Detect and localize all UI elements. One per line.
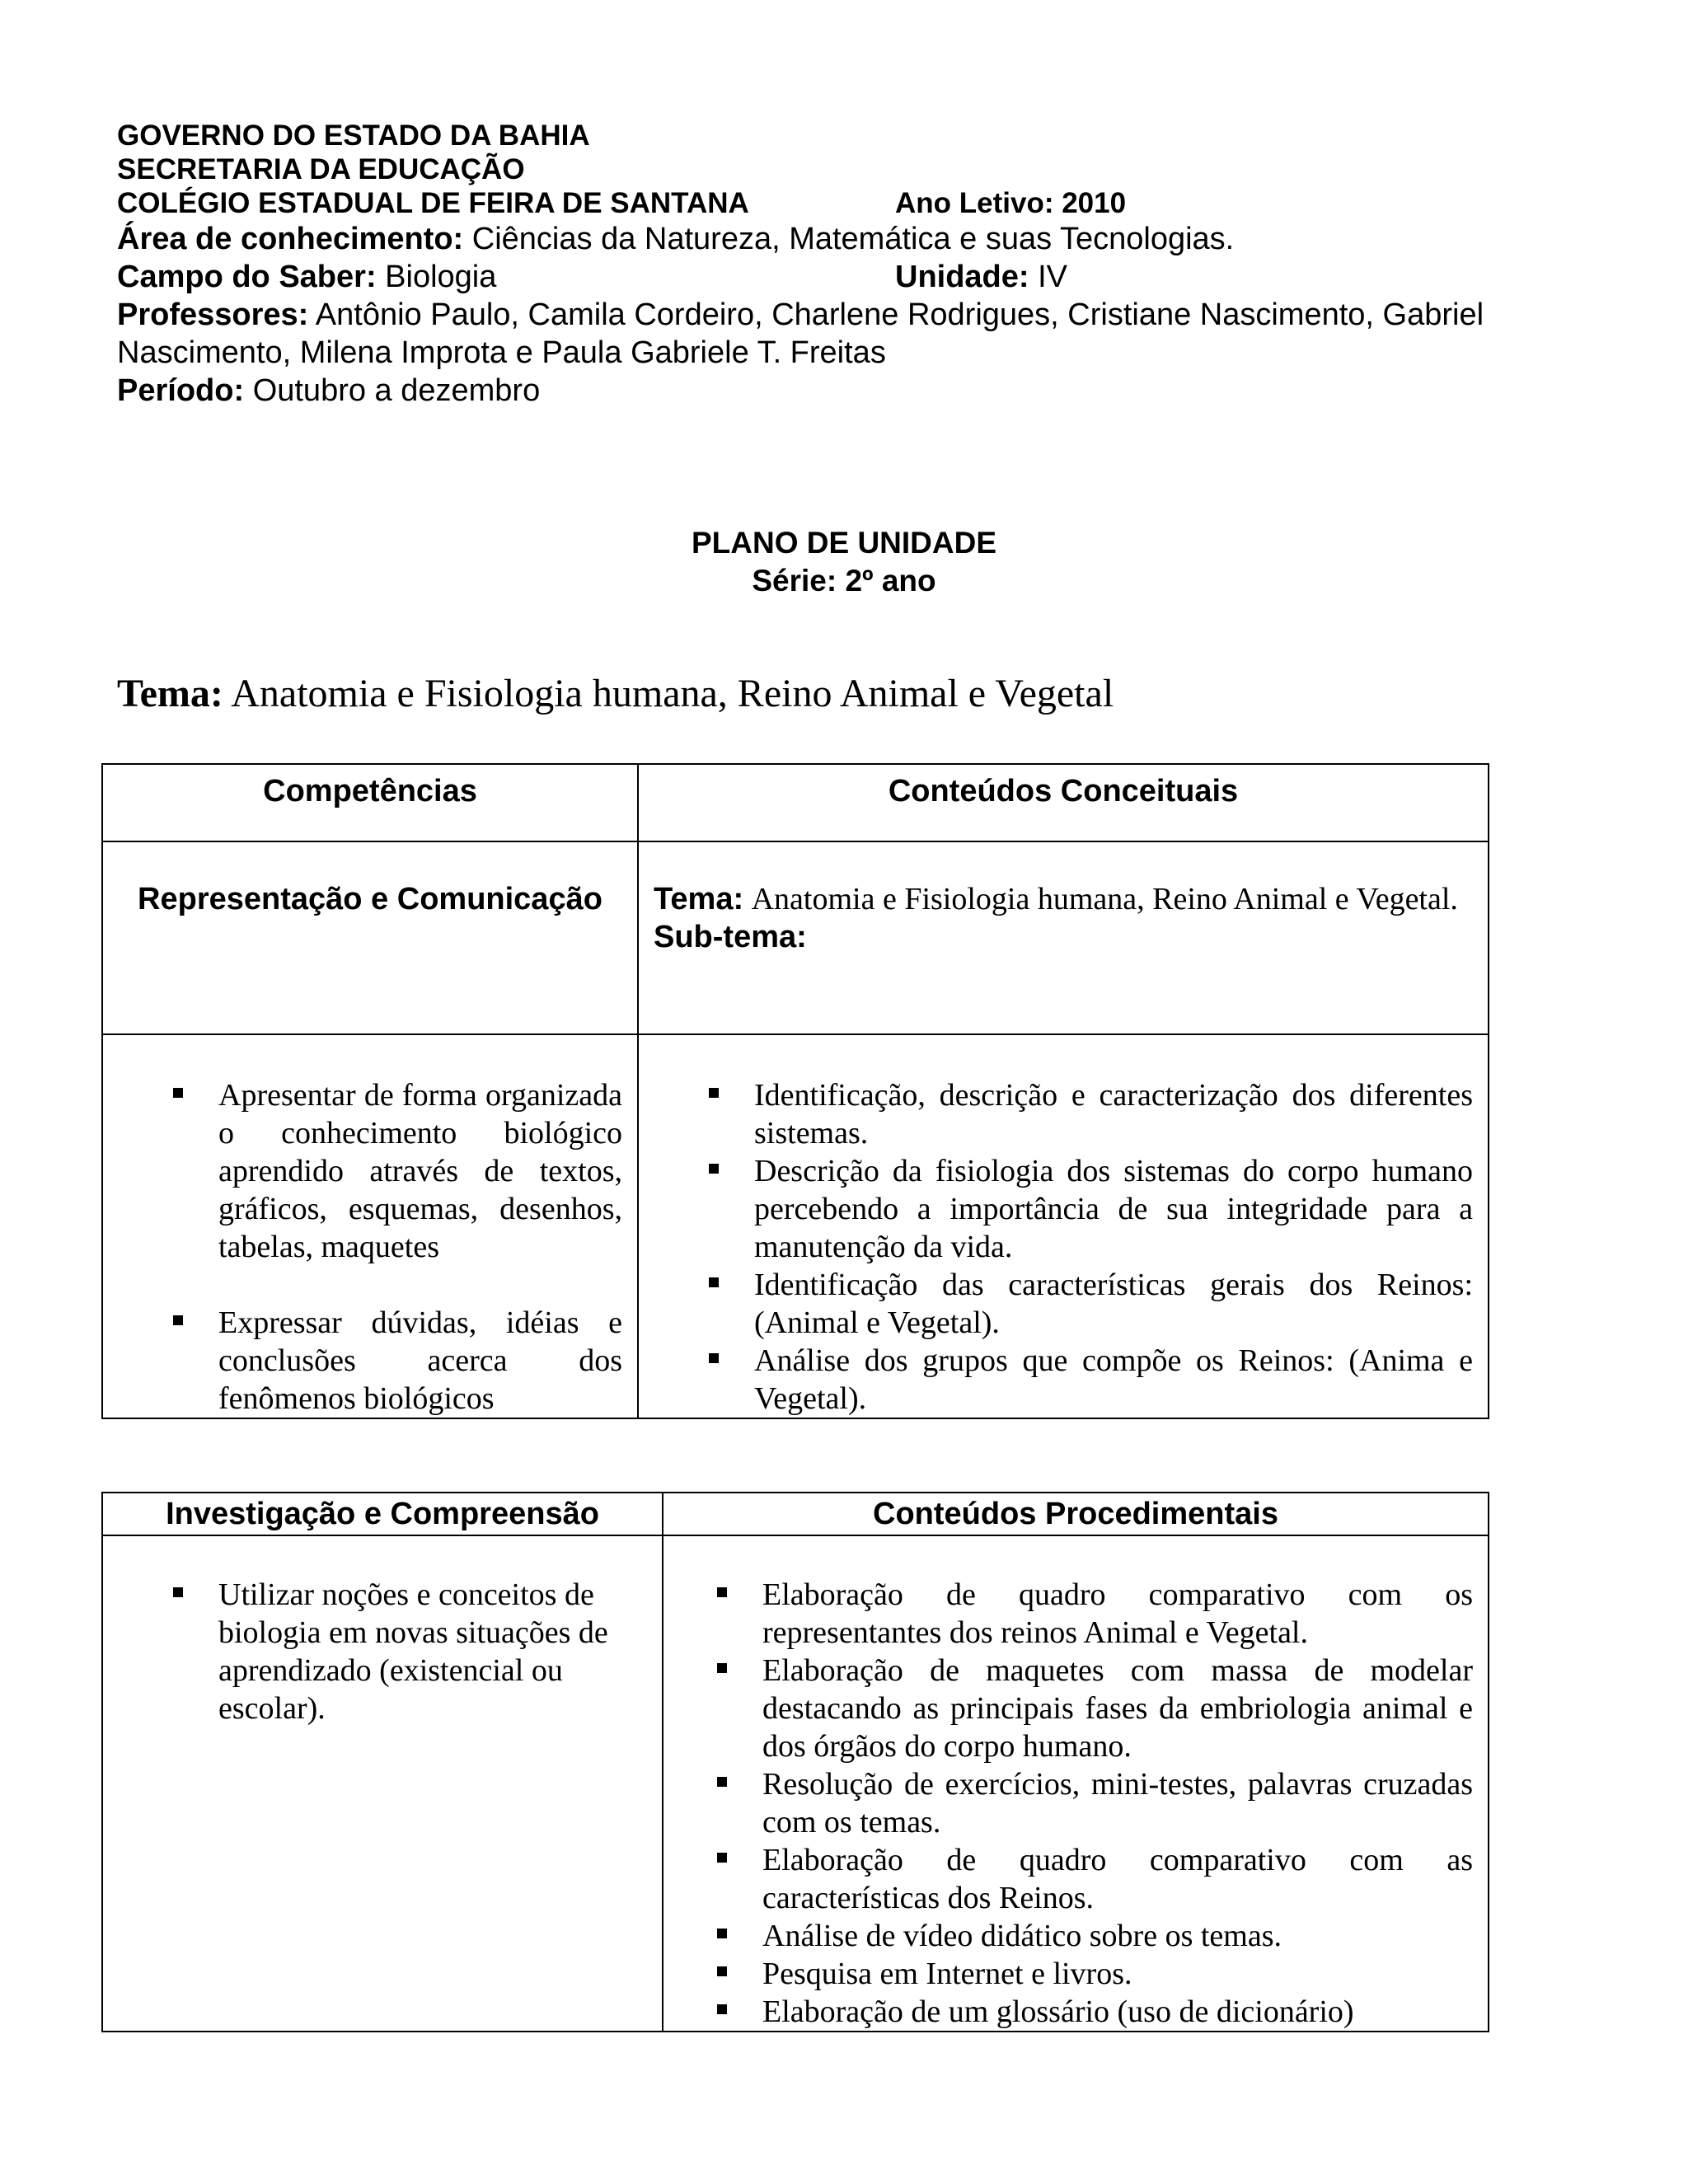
- periodo-label: Período:: [117, 373, 245, 408]
- tema-label: Tema:: [117, 672, 223, 715]
- document-header: [117, 119, 1584, 410]
- bullet-icon: [173, 1088, 183, 1098]
- table-tema-label: Tema:: [654, 882, 744, 916]
- investigacao-cell: [102, 1535, 663, 2032]
- competencias-conceituais-table: [101, 763, 1489, 1419]
- list-item: Apresentar de forma organizada o conhecimento biológico aprendido através de textos, gráficos, esquemas, desenhos, tabelas, maquetes: [218, 1076, 622, 1266]
- conteudos-conceituais-list: [754, 1076, 1473, 1418]
- header-ano-letivo: Ano Letivo: 2010: [895, 187, 1127, 219]
- header-area-row: [117, 220, 1584, 258]
- bullet-icon: [173, 1587, 183, 1597]
- competencias-cell: [102, 1034, 638, 1418]
- list-item: Utilizar noções e conceitos de biologia em novas situações de aprendizado (existencial ou escolar).: [218, 1576, 637, 1727]
- list-item: Análise dos grupos que compõe os Reinos: (Anima e Vegetal).: [754, 1342, 1473, 1418]
- bullet-icon: [717, 1777, 727, 1787]
- list-item: Resolução de exercícios, mini-testes, palavras cruzadas com os temas.: [762, 1765, 1473, 1841]
- unidade-value: IV: [1038, 260, 1068, 294]
- bullet-icon: [717, 1966, 727, 1976]
- header-campo-row: [117, 258, 1584, 296]
- table-tema-value: Anatomia e Fisiologia humana, Reino Animal e Vegetal.: [751, 882, 1458, 916]
- header-school: COLÉGIO ESTADUAL DE FEIRA DE SANTANA: [117, 187, 749, 219]
- list-item: Descrição da fisiologia dos sistemas do corpo humano percebendo a importância de sua integridade para a manutenção da vida.: [754, 1152, 1473, 1266]
- col-header-competencias: Competências: [102, 764, 638, 841]
- section-representacao: Representação e Comunicação: [102, 841, 638, 1034]
- bullet-icon: [173, 1315, 183, 1325]
- list-item: Pesquisa em Internet e livros.: [762, 1955, 1473, 1993]
- col-header-conteudos-conceituais: Conteúdos Conceituais: [638, 764, 1489, 841]
- header-school-row: [117, 186, 1584, 220]
- serie-label: Série: 2º ano: [752, 564, 936, 598]
- list-item: Elaboração de quadro comparativo com os representantes dos reinos Animal e Vegetal.: [762, 1576, 1473, 1652]
- unidade-label: Unidade:: [895, 260, 1029, 294]
- list-item: Expressar dúvidas, idéias e conclusões acerca dos fenômenos biológicos: [218, 1304, 622, 1418]
- tema-cell: [638, 841, 1489, 1034]
- col-header-conteudos-procedimentais: Conteúdos Procedimentais: [663, 1493, 1489, 1535]
- header-government: GOVERNO DO ESTADO DA BAHIA: [117, 120, 590, 152]
- unidade-group: [895, 258, 1067, 296]
- header-periodo-row: [117, 372, 1584, 410]
- procedimentais-cell: [663, 1535, 1489, 2032]
- header-secretaria: SECRETARIA DA EDUCAÇÃO: [117, 153, 525, 185]
- bullet-icon: [709, 1277, 719, 1287]
- col-header-investigacao: Investigação e Compreensão: [102, 1493, 663, 1535]
- competencias-list: [218, 1076, 622, 1418]
- conteudos-conceituais-cell: [638, 1034, 1489, 1418]
- list-item: Elaboração de quadro comparativo com as características dos Reinos.: [762, 1841, 1473, 1917]
- area-label: Área de conhecimento:: [117, 222, 464, 256]
- bullet-icon: [717, 1663, 727, 1673]
- bullet-icon: [717, 1853, 727, 1863]
- area-value: Ciências da Natureza, Matemática e suas Tecnologias.: [471, 222, 1235, 256]
- header-professores-row: [117, 296, 1584, 372]
- bullet-icon: [717, 1929, 727, 1938]
- professores-label: Professores:: [117, 298, 309, 332]
- list-item: Elaboração de maquetes com massa de modelar destacando as principais fases da embriologia animal e dos órgãos do corpo humano.: [762, 1652, 1473, 1765]
- list-item: Elaboração de um glossário (uso de dicionário): [762, 1993, 1473, 2031]
- list-item: Identificação, descrição e caracterização dos diferentes sistemas.: [754, 1076, 1473, 1152]
- bullet-icon: [709, 1088, 719, 1098]
- bullet-icon: [709, 1164, 719, 1174]
- plan-title: PLANO DE UNIDADE: [691, 526, 997, 560]
- investigacao-list: [218, 1576, 637, 1727]
- plan-title-block: [0, 524, 1688, 600]
- subtema-label: Sub-tema:: [654, 920, 807, 954]
- tema-heading: [117, 669, 1114, 719]
- bullet-icon: [717, 2004, 727, 2014]
- investigacao-procedimentais-table: [101, 1492, 1489, 2032]
- periodo-value: Outubro a dezembro: [252, 373, 541, 408]
- bullet-icon: [717, 1587, 727, 1597]
- tema-value: Anatomia e Fisiologia humana, Reino Animal e Vegetal: [231, 672, 1114, 715]
- campo-label: Campo do Saber:: [117, 260, 377, 294]
- professores-value: Antônio Paulo, Camila Cordeiro, Charlene Rodrigues, Cristiane Nascimento, Gabriel Nascimento, Milena Improta e Paula Gabriele T. Freitas: [117, 298, 1484, 370]
- list-item: Análise de vídeo didático sobre os temas.: [762, 1917, 1473, 1955]
- list-item: Identificação das características gerais dos Reinos: (Animal e Vegetal).: [754, 1266, 1473, 1342]
- campo-value: Biologia: [385, 260, 497, 294]
- procedimentais-list: [762, 1576, 1473, 2031]
- bullet-icon: [709, 1353, 719, 1363]
